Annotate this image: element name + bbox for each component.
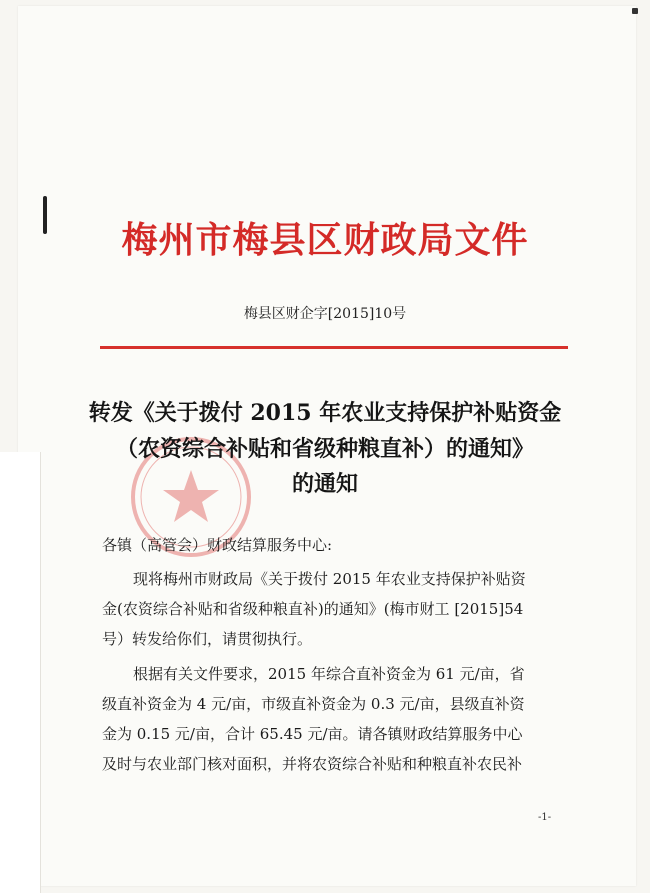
subject-line-2: （农资综合补贴和省级种粮直补）的通知》 — [115, 436, 534, 462]
paragraph-1-line-2: 金(农资综合补贴和省级种粮直补)的通知》(梅市财工 [2015]54 — [102, 600, 524, 618]
subject-line-1: 转发《关于拨付 2015 年农业支持保护补贴资金 — [88, 400, 562, 426]
paragraph-1-line-1: 现将梅州市财政局《关于拨付 2015 年农业支持保护补贴资 — [133, 570, 526, 588]
paragraph-2-line-3: 金为 0.15 元/亩，合计 65.45 元/亩。请各镇财政结算服务中心 — [102, 725, 523, 743]
page-number: -1- — [538, 812, 552, 823]
document-number: 梅县区财企字[2015]10号 — [243, 306, 407, 322]
paragraph-2-line-4: 及时与农业部门核对面积，并将农资综合补贴和种粮直补农民补 — [102, 755, 523, 773]
paragraph-2-line-1: 根据有关文件要求，2015 年综合直补资金为 61 元/亩，省 — [133, 665, 525, 683]
document-header-title: 梅州市梅县区财政局文件 — [121, 219, 529, 261]
paragraph-1-line-3: 号）转发给你们，请贯彻执行。 — [102, 630, 313, 648]
paper-fold-edge — [0, 452, 41, 893]
header-divider-line — [100, 346, 568, 349]
addressee-line: 各镇（高管会）财政结算服务中心: — [102, 536, 333, 554]
subject-line-3: 的通知 — [291, 471, 358, 497]
paragraph-2-line-2: 级直补资金为 4 元/亩，市级直补资金为 0.3 元/亩，县级直补资 — [102, 695, 525, 713]
corner-mark — [632, 8, 638, 14]
